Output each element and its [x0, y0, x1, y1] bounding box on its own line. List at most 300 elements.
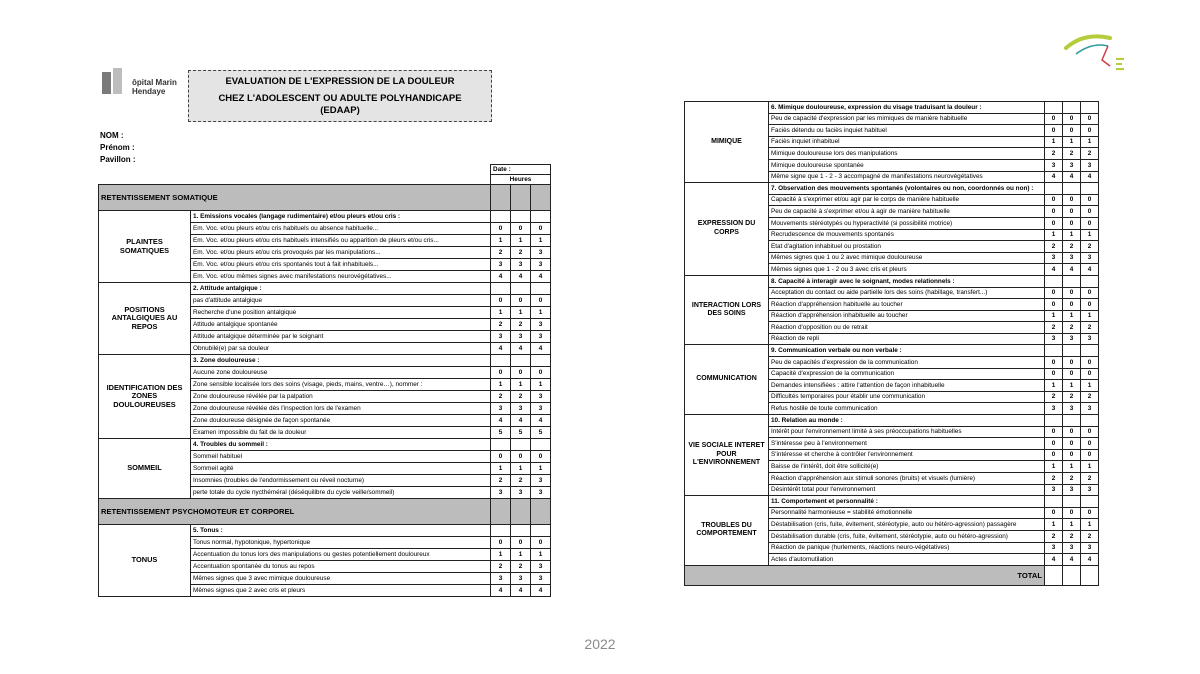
score-value: 2 — [1063, 241, 1081, 253]
score-value: 3 — [531, 487, 551, 499]
score-value: 0 — [491, 367, 511, 379]
item-label: Refus hostile de toute communication — [769, 403, 1045, 415]
item-label: Intérêt pour l'environnement limité à ses préoccupations habituelles — [769, 426, 1045, 438]
score-value: 1 — [531, 307, 551, 319]
total-label: TOTAL — [685, 565, 1045, 585]
score-value: 4 — [511, 585, 531, 597]
score-value: 1 — [531, 549, 551, 561]
score-value: 4 — [491, 271, 511, 283]
score-value: 0 — [1063, 206, 1081, 218]
score-value: 0 — [1063, 194, 1081, 206]
score-value: 4 — [531, 343, 551, 355]
score-value: 0 — [1081, 507, 1099, 519]
score-value: 0 — [1081, 287, 1099, 299]
group-heading-row — [685, 415, 1099, 427]
score-cell-empty — [511, 283, 531, 295]
patient-identity — [100, 130, 136, 166]
score-value: 3 — [1081, 403, 1099, 415]
item-label: Aucune zone douloureuse — [191, 367, 491, 379]
score-value: 0 — [1045, 299, 1063, 311]
score-value: 0 — [1045, 206, 1063, 218]
score-value: 1 — [1063, 519, 1081, 531]
score-value: 2 — [1081, 530, 1099, 542]
score-value: 2 — [1081, 241, 1099, 253]
score-cell-empty — [491, 525, 511, 537]
score-value: 3 — [491, 259, 511, 271]
score-value: 0 — [1063, 426, 1081, 438]
score-value: 3 — [511, 573, 531, 585]
form-title-line1: EVALUATION DE L'EXPRESSION DE LA DOULEUR — [225, 76, 455, 87]
score-value: 3 — [1063, 403, 1081, 415]
item-label: Tonus normal, hypotonique, hypertonique — [191, 537, 491, 549]
score-value: 0 — [1063, 217, 1081, 229]
score-cell-empty — [1063, 275, 1081, 287]
item-label: pas d'attitude antalgique — [191, 295, 491, 307]
group-heading: 4. Troubles du sommeil : — [191, 439, 491, 451]
score-value: 0 — [1063, 368, 1081, 380]
group-heading: 2. Attitude antalgique : — [191, 283, 491, 295]
score-value: 3 — [1081, 252, 1099, 264]
score-cell-empty — [1081, 183, 1099, 195]
score-cell-empty — [531, 499, 551, 525]
score-value: 1 — [1081, 229, 1099, 241]
score-value: 1 — [491, 549, 511, 561]
score-cell-empty — [531, 355, 551, 367]
form-title-box — [188, 70, 492, 122]
score-value: 0 — [1045, 368, 1063, 380]
score-value: 4 — [1081, 264, 1099, 276]
form-title-line3: (EDAAP) — [320, 105, 360, 116]
item-label: Recrudescence de mouvements spontanés — [769, 229, 1045, 241]
score-value: 4 — [1045, 264, 1063, 276]
score-value: 1 — [1045, 310, 1063, 322]
score-cell-empty — [1045, 183, 1063, 195]
form-title-line2: CHEZ L'ADOLESCENT OU ADULTE POLYHANDICAPE — [218, 93, 462, 104]
hospital-name: ôpital Marin — [132, 78, 177, 87]
score-value: 1 — [1063, 136, 1081, 148]
item-label: Em. Voc. et/ou pleurs et/ou cris spontanés tout à fait inhabituels... — [191, 259, 491, 271]
score-cell-empty — [1081, 415, 1099, 427]
date-header-row — [99, 165, 551, 175]
organization-logo-icon — [1062, 30, 1134, 80]
group-heading: 10. Relation au monde : — [769, 415, 1045, 427]
hours-header-row — [99, 175, 551, 185]
score-value: 0 — [1081, 125, 1099, 137]
item-label: Mimique douloureuse spontanée — [769, 159, 1045, 171]
score-value: 1 — [1045, 136, 1063, 148]
score-value: 0 — [1063, 299, 1081, 311]
score-value: 0 — [1045, 357, 1063, 369]
group-heading-row — [99, 211, 551, 223]
score-value: 0 — [531, 367, 551, 379]
score-value: 0 — [1081, 206, 1099, 218]
score-cell-empty — [1045, 415, 1063, 427]
score-value: 1 — [511, 463, 531, 475]
score-cell-empty — [1063, 415, 1081, 427]
score-cell-empty — [1063, 345, 1081, 357]
category-label: VIE SOCIALE INTERET POUR L'ENVIRONNEMENT — [685, 415, 769, 496]
hospital-logo — [100, 68, 182, 100]
score-value: 3 — [491, 403, 511, 415]
score-value: 1 — [1081, 136, 1099, 148]
score-value: 3 — [491, 331, 511, 343]
score-value: 3 — [1045, 333, 1063, 345]
score-value: 0 — [491, 537, 511, 549]
score-value: 0 — [1045, 113, 1063, 125]
item-label: Peu de capacités d'expression de la communication — [769, 357, 1045, 369]
score-value: 1 — [491, 463, 511, 475]
item-label: Em. Voc. et/ou mêmes signes avec manifestations neurovégétatives... — [191, 271, 491, 283]
score-value: 0 — [1081, 357, 1099, 369]
item-label: Peu de capacité à s'exprimer et/ou à agir de manière habituelle — [769, 206, 1045, 218]
score-value: 2 — [1063, 391, 1081, 403]
score-value: 1 — [511, 307, 531, 319]
score-value: 0 — [491, 295, 511, 307]
score-value: 2 — [491, 391, 511, 403]
score-value: 4 — [491, 343, 511, 355]
date-label: Date : — [491, 165, 551, 175]
score-value: 5 — [491, 427, 511, 439]
score-value: 3 — [1063, 333, 1081, 345]
item-label: Mimique douloureuse lors des manipulations — [769, 148, 1045, 160]
score-value: 0 — [491, 451, 511, 463]
score-cell-empty — [511, 355, 531, 367]
item-label: Zone douloureuse révélée dès l'inspection lors de l'examen — [191, 403, 491, 415]
score-value: 3 — [1063, 542, 1081, 554]
category-label: TONUS — [99, 525, 191, 597]
score-value: 0 — [1081, 449, 1099, 461]
item-label: Mêmes signes que 1 ou 2 avec mimique douloureuse — [769, 252, 1045, 264]
group-heading: 3. Zone douloureuse : — [191, 355, 491, 367]
score-cell-empty — [1081, 102, 1099, 114]
score-value: 0 — [1063, 357, 1081, 369]
header-spacer — [99, 175, 491, 185]
total-cell — [1081, 565, 1099, 585]
score-value: 1 — [491, 379, 511, 391]
score-value: 2 — [491, 247, 511, 259]
score-value: 2 — [1045, 241, 1063, 253]
score-cell-empty — [531, 283, 551, 295]
item-label: Sommeil agité — [191, 463, 491, 475]
score-value: 4 — [1063, 264, 1081, 276]
score-value: 3 — [1045, 403, 1063, 415]
right-evaluation-table — [684, 101, 1099, 586]
score-value: 0 — [1045, 194, 1063, 206]
score-value: 3 — [1063, 252, 1081, 264]
score-value: 1 — [491, 235, 511, 247]
item-label: Faciès inquiet inhabituel — [769, 136, 1045, 148]
score-value: 0 — [1081, 113, 1099, 125]
score-value: 0 — [531, 451, 551, 463]
group-heading: 11. Comportement et personnalité : — [769, 496, 1045, 508]
group-heading-row — [685, 183, 1099, 195]
score-value: 2 — [1081, 322, 1099, 334]
score-value: 0 — [531, 223, 551, 235]
item-label: Demandes intensifiées : attire l'attention de façon inhabituelle — [769, 380, 1045, 392]
score-value: 3 — [511, 403, 531, 415]
score-cell-empty — [1045, 496, 1063, 508]
score-value: 3 — [511, 487, 531, 499]
score-cell-empty — [1081, 496, 1099, 508]
score-value: 4 — [531, 415, 551, 427]
category-label: IDENTIFICATION DES ZONES DOULOUREUSES — [99, 355, 191, 439]
score-value: 1 — [511, 379, 531, 391]
score-value: 1 — [511, 549, 531, 561]
score-value: 3 — [531, 391, 551, 403]
item-label: Capacité à s'exprimer et/ou agir par le corps de manière habituelle — [769, 194, 1045, 206]
score-value: 4 — [1063, 554, 1081, 566]
score-value: 4 — [491, 585, 511, 597]
item-label: Réaction de repli — [769, 333, 1045, 345]
total-cell — [1063, 565, 1081, 585]
score-value: 4 — [1081, 554, 1099, 566]
hospital-logo-mark — [100, 68, 130, 96]
score-cell-empty — [1063, 102, 1081, 114]
score-value: 1 — [491, 307, 511, 319]
score-value: 1 — [531, 463, 551, 475]
category-label: MIMIQUE — [685, 102, 769, 183]
score-value: 4 — [511, 415, 531, 427]
score-value: 3 — [531, 573, 551, 585]
score-cell-empty — [1081, 275, 1099, 287]
category-label: POSITIONS ANTALGIQUES AU REPOS — [99, 283, 191, 355]
item-label: Réaction d'opposition ou de retrait — [769, 322, 1045, 334]
category-label: SOMMEIL — [99, 439, 191, 499]
nom-label: NOM : — [100, 131, 124, 140]
score-value: 3 — [1063, 159, 1081, 171]
item-label: Recherche d'une position antalgique — [191, 307, 491, 319]
score-value: 3 — [531, 319, 551, 331]
item-label: S'intéresse et cherche à contrôler l'environnement — [769, 449, 1045, 461]
item-label: Mouvements stéréotypés ou hyperactivité (si possibilité motrice) — [769, 217, 1045, 229]
item-label: Mêmes signes que 1 - 2 ou 3 avec cris et pleurs — [769, 264, 1045, 276]
group-heading: 6. Mimique douloureuse, expression du visage traduisant la douleur : — [769, 102, 1045, 114]
item-label: Accentuation du tonus lors des manipulations ou gestes potentiellement douloureux — [191, 549, 491, 561]
score-value: 1 — [1081, 519, 1099, 531]
item-label: Faciès détendu ou faciès inquiet habituel — [769, 125, 1045, 137]
item-label: Acceptation du contact ou aide partielle lors des soins (habillage, transfert...) — [769, 287, 1045, 299]
item-label: Zone douloureuse désignée de façon spontanée — [191, 415, 491, 427]
score-value: 3 — [1045, 484, 1063, 496]
item-label: Obnubilé(e) par sa douleur — [191, 343, 491, 355]
group-heading-row — [685, 275, 1099, 287]
score-value: 1 — [1063, 229, 1081, 241]
item-label: Examen impossible du fait de la douleur — [191, 427, 491, 439]
score-value: 1 — [1045, 461, 1063, 473]
score-value: 0 — [491, 223, 511, 235]
score-value: 3 — [531, 403, 551, 415]
score-value: 4 — [531, 271, 551, 283]
group-heading: 9. Communication verbale ou non verbale : — [769, 345, 1045, 357]
score-value: 3 — [531, 475, 551, 487]
score-value: 3 — [1063, 484, 1081, 496]
score-value: 3 — [1045, 159, 1063, 171]
score-value: 3 — [1045, 252, 1063, 264]
group-heading-row — [99, 525, 551, 537]
score-cell-empty — [511, 211, 531, 223]
score-value: 3 — [1081, 542, 1099, 554]
item-label: Déstabilisation durable (cris, fuite, évitement, stéréotypie, auto ou hétéro-agression) — [769, 530, 1045, 542]
score-cell-empty — [491, 185, 511, 211]
score-cell-empty — [511, 439, 531, 451]
score-cell-empty — [1063, 183, 1081, 195]
section-title: RETENTISSEMENT PSYCHOMOTEUR ET CORPOREL — [99, 499, 491, 525]
score-value: 4 — [1063, 171, 1081, 183]
item-label: Em. Voc. et/ou pleurs et/ou cris habituels ou absence habituelle... — [191, 223, 491, 235]
score-value: 2 — [511, 247, 531, 259]
score-cell-empty — [1045, 275, 1063, 287]
item-label: Zone sensible localisée lors des soins (visage, pieds, mains, ventre…), nommer : — [191, 379, 491, 391]
score-value: 0 — [1045, 438, 1063, 450]
score-value: 0 — [511, 451, 531, 463]
score-value: 1 — [1081, 380, 1099, 392]
score-value: 0 — [1063, 449, 1081, 461]
score-value: 5 — [531, 427, 551, 439]
score-value: 0 — [511, 367, 531, 379]
score-value: 4 — [511, 343, 531, 355]
score-value: 3 — [491, 487, 511, 499]
section-title: RETENTISSEMENT SOMATIQUE — [99, 185, 491, 211]
item-label: Réaction d'appréhension inhabituelle au toucher — [769, 310, 1045, 322]
item-label: Em. Voc. et/ou pleurs et/ou cris habituels intensifiés ou apparition de pleurs et/ou cris... — [191, 235, 491, 247]
score-cell-empty — [491, 355, 511, 367]
section-header-row — [99, 499, 551, 525]
score-value: 0 — [1045, 217, 1063, 229]
score-value: 0 — [1045, 125, 1063, 137]
score-value: 0 — [1081, 438, 1099, 450]
item-label: Attitude antalgique déterminée par le soignant — [191, 331, 491, 343]
score-value: 2 — [1081, 148, 1099, 160]
item-label: Baisse de l'intérêt, doit être sollicité(e) — [769, 461, 1045, 473]
section-header-row — [99, 185, 551, 211]
group-heading-row — [685, 102, 1099, 114]
item-label: Zone douloureuse révélée par la palpation — [191, 391, 491, 403]
group-heading-row — [685, 496, 1099, 508]
score-value: 0 — [1081, 217, 1099, 229]
score-cell-empty — [491, 499, 511, 525]
score-value: 0 — [1063, 287, 1081, 299]
score-value: 3 — [1045, 542, 1063, 554]
score-value: 0 — [1045, 449, 1063, 461]
score-value: 1 — [531, 235, 551, 247]
total-cell — [1045, 565, 1063, 585]
item-label: Em. Voc. et/ou pleurs et/ou cris provoqués par les manipulations... — [191, 247, 491, 259]
score-value: 2 — [1063, 322, 1081, 334]
score-value: 3 — [491, 573, 511, 585]
score-value: 0 — [1063, 113, 1081, 125]
score-value: 3 — [531, 561, 551, 573]
score-value: 0 — [1081, 299, 1099, 311]
group-heading: 1. Emissions vocales (langage rudimentaire) et/ou pleurs et/ou cris : — [191, 211, 491, 223]
score-value: 4 — [1045, 171, 1063, 183]
category-label: TROUBLES DU COMPORTEMENT — [685, 496, 769, 566]
item-label: Accentuation spontanée du tonus au repos — [191, 561, 491, 573]
score-value: 2 — [1045, 391, 1063, 403]
score-value: 0 — [1063, 507, 1081, 519]
score-value: 3 — [1081, 159, 1099, 171]
score-value: 0 — [531, 295, 551, 307]
score-value: 4 — [531, 585, 551, 597]
item-label: Etat d'agitation inhabituel ou prostation — [769, 241, 1045, 253]
item-label: S'intéresse peu à l'environnement — [769, 438, 1045, 450]
score-value: 0 — [511, 537, 531, 549]
category-label: INTERACTION LORS DES SOINS — [685, 275, 769, 345]
score-value: 1 — [531, 379, 551, 391]
item-label: Sommeil habituel — [191, 451, 491, 463]
score-value: 1 — [1081, 461, 1099, 473]
item-label: Déstabilisation (cris, fuite, évitement, stéréotypie, auto ou hétéro-agression) passagère — [769, 519, 1045, 531]
item-label: Mêmes signes que 2 avec cris et pleurs — [191, 585, 491, 597]
header-spacer — [99, 165, 491, 175]
score-value: 2 — [491, 475, 511, 487]
score-value: 2 — [1045, 148, 1063, 160]
pavillon-label: Pavillon : — [100, 155, 136, 164]
item-label: Peu de capacité d'expression par les mimiques de manière habituelle — [769, 113, 1045, 125]
score-value: 0 — [1081, 194, 1099, 206]
item-label: Personnalité harmonieuse = stabilité émotionnelle — [769, 507, 1045, 519]
prenom-label: Prénom : — [100, 143, 135, 152]
score-cell-empty — [511, 185, 531, 211]
score-value: 2 — [511, 319, 531, 331]
score-cell-empty — [491, 439, 511, 451]
score-cell-empty — [511, 499, 531, 525]
score-value: 1 — [511, 235, 531, 247]
score-value: 0 — [531, 537, 551, 549]
score-cell-empty — [531, 525, 551, 537]
score-value: 2 — [511, 561, 531, 573]
score-value: 3 — [531, 247, 551, 259]
score-value: 2 — [1063, 148, 1081, 160]
left-evaluation-table — [98, 164, 551, 597]
score-value: 0 — [1063, 438, 1081, 450]
score-value: 2 — [1081, 473, 1099, 485]
score-value: 2 — [1045, 473, 1063, 485]
score-cell-empty — [491, 283, 511, 295]
item-label: Réaction d'appréhension habituelle au toucher — [769, 299, 1045, 311]
score-value: 4 — [491, 415, 511, 427]
score-value: 0 — [1081, 426, 1099, 438]
score-cell-empty — [491, 211, 511, 223]
score-value: 1 — [1063, 461, 1081, 473]
score-value: 1 — [1063, 310, 1081, 322]
score-value: 0 — [1045, 426, 1063, 438]
score-value: 2 — [1045, 322, 1063, 334]
score-value: 1 — [1081, 310, 1099, 322]
item-label: Mêmes signes que 3 avec mimique douloureuse — [191, 573, 491, 585]
hospital-city: Hendaye — [132, 87, 166, 96]
category-label: EXPRESSION DU CORPS — [685, 183, 769, 276]
item-label: Attitude antalgique spontanée — [191, 319, 491, 331]
score-value: 2 — [1063, 473, 1081, 485]
score-value: 5 — [511, 427, 531, 439]
score-value: 1 — [1063, 380, 1081, 392]
group-heading-row — [99, 439, 551, 451]
score-cell-empty — [1045, 102, 1063, 114]
score-cell-empty — [531, 439, 551, 451]
group-heading-row — [685, 345, 1099, 357]
score-cell-empty — [1063, 496, 1081, 508]
score-value: 3 — [531, 259, 551, 271]
score-cell-empty — [1081, 345, 1099, 357]
score-value: 2 — [511, 475, 531, 487]
item-label: Capacité d'expression de la communication — [769, 368, 1045, 380]
score-cell-empty — [1045, 345, 1063, 357]
category-label: PLAINTES SOMATIQUES — [99, 211, 191, 283]
score-value: 0 — [1063, 125, 1081, 137]
score-value: 3 — [511, 259, 531, 271]
item-label: Réaction d'appréhension aux stimuli sonores (bruits) et visuels (lumière) — [769, 473, 1045, 485]
footer-year: 2022 — [584, 636, 616, 652]
